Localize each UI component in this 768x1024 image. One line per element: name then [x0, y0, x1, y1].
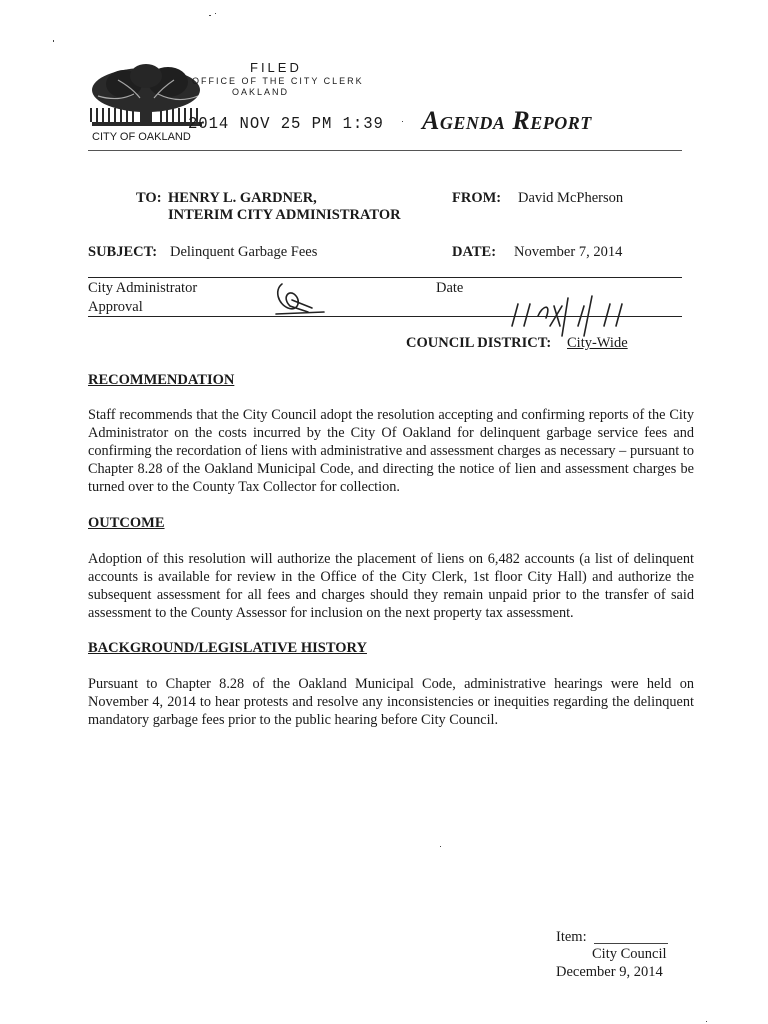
- subject-value: Delinquent Garbage Fees: [170, 244, 318, 260]
- city-of-oakland-label: CITY OF OAKLAND: [92, 131, 191, 143]
- to-label: TO:: [136, 190, 162, 206]
- filed-stamp-city: OAKLAND: [232, 87, 290, 97]
- from-value: David McPherson: [518, 190, 624, 206]
- handwritten-approval-date: [508, 292, 634, 338]
- council-district-label: COUNCIL DISTRICT:: [406, 335, 552, 351]
- filed-stamp-office: OFFICE OF THE CITY CLERK: [192, 76, 364, 86]
- to-name: HENRY L. GARDNER,: [168, 190, 317, 206]
- footer-meeting-date: December 9, 2014: [556, 964, 663, 980]
- to-title: INTERIM CITY ADMINISTRATOR: [168, 207, 401, 223]
- agenda-report-title: Agenda Report: [422, 106, 592, 135]
- date-value: November 7, 2014: [514, 244, 623, 260]
- administrator-signature: [268, 278, 330, 324]
- recommendation-text: Staff recommends that the City Council adopt the resolution accepting and confirming reports of the City Administrator on the costs incurred by the City Of Oakland for delinquent garbage service fees and confirming the recordation of liens with administrative and assessment charges as necessary – pursuant to Chapter 8.28 of the Oakland Municipal Code, and directing the notice of lien and assessment charges be turned over to the County Tax Collector for collection.: [88, 407, 694, 495]
- approval-date-label: Date: [436, 280, 464, 296]
- background-heading: BACKGROUND/LEGISLATIVE HISTORY: [88, 640, 367, 656]
- date-label: DATE:: [452, 244, 497, 260]
- from-label: FROM:: [452, 190, 502, 206]
- outcome-text: Adoption of this resolution will authorize the placement of liens on 6,482 accounts (a list of delinquent accounts is available for review in the Office of the City Clerk, 1st floor City Hall) and authorize the subsequent assessment for all fees and charges should they remain unpaid prior to the transfer of said assessment to the County Assessor for inclusion on the next property tax assessment.: [88, 551, 694, 621]
- footer-item-blank: [594, 943, 668, 944]
- footer-body: City Council: [592, 946, 667, 962]
- background-text: Pursuant to Chapter 8.28 of the Oakland Municipal Code, administrative hearings were held on November 4, 2014 to hear protests and resolve any inconsistencies or inequities regarding the delinquent mandatory garbage fees prior to the public hearing before City Council.: [88, 676, 694, 728]
- approval-label-line2: Approval: [88, 299, 143, 315]
- recommendation-heading: RECOMMENDATION: [88, 372, 235, 388]
- approval-top-rule: [88, 277, 682, 278]
- outcome-heading: OUTCOME: [88, 515, 165, 531]
- filed-stamp-datetime: 2014 NOV 25 PM 1:39: [188, 115, 384, 134]
- filed-stamp-label: FILED: [250, 60, 302, 75]
- council-district-value: City-Wide: [567, 335, 628, 351]
- approval-label-line1: City Administrator: [88, 280, 198, 296]
- header-divider: [88, 150, 682, 151]
- subject-label: SUBJECT:: [88, 244, 158, 260]
- footer-item-label: Item:: [556, 929, 587, 945]
